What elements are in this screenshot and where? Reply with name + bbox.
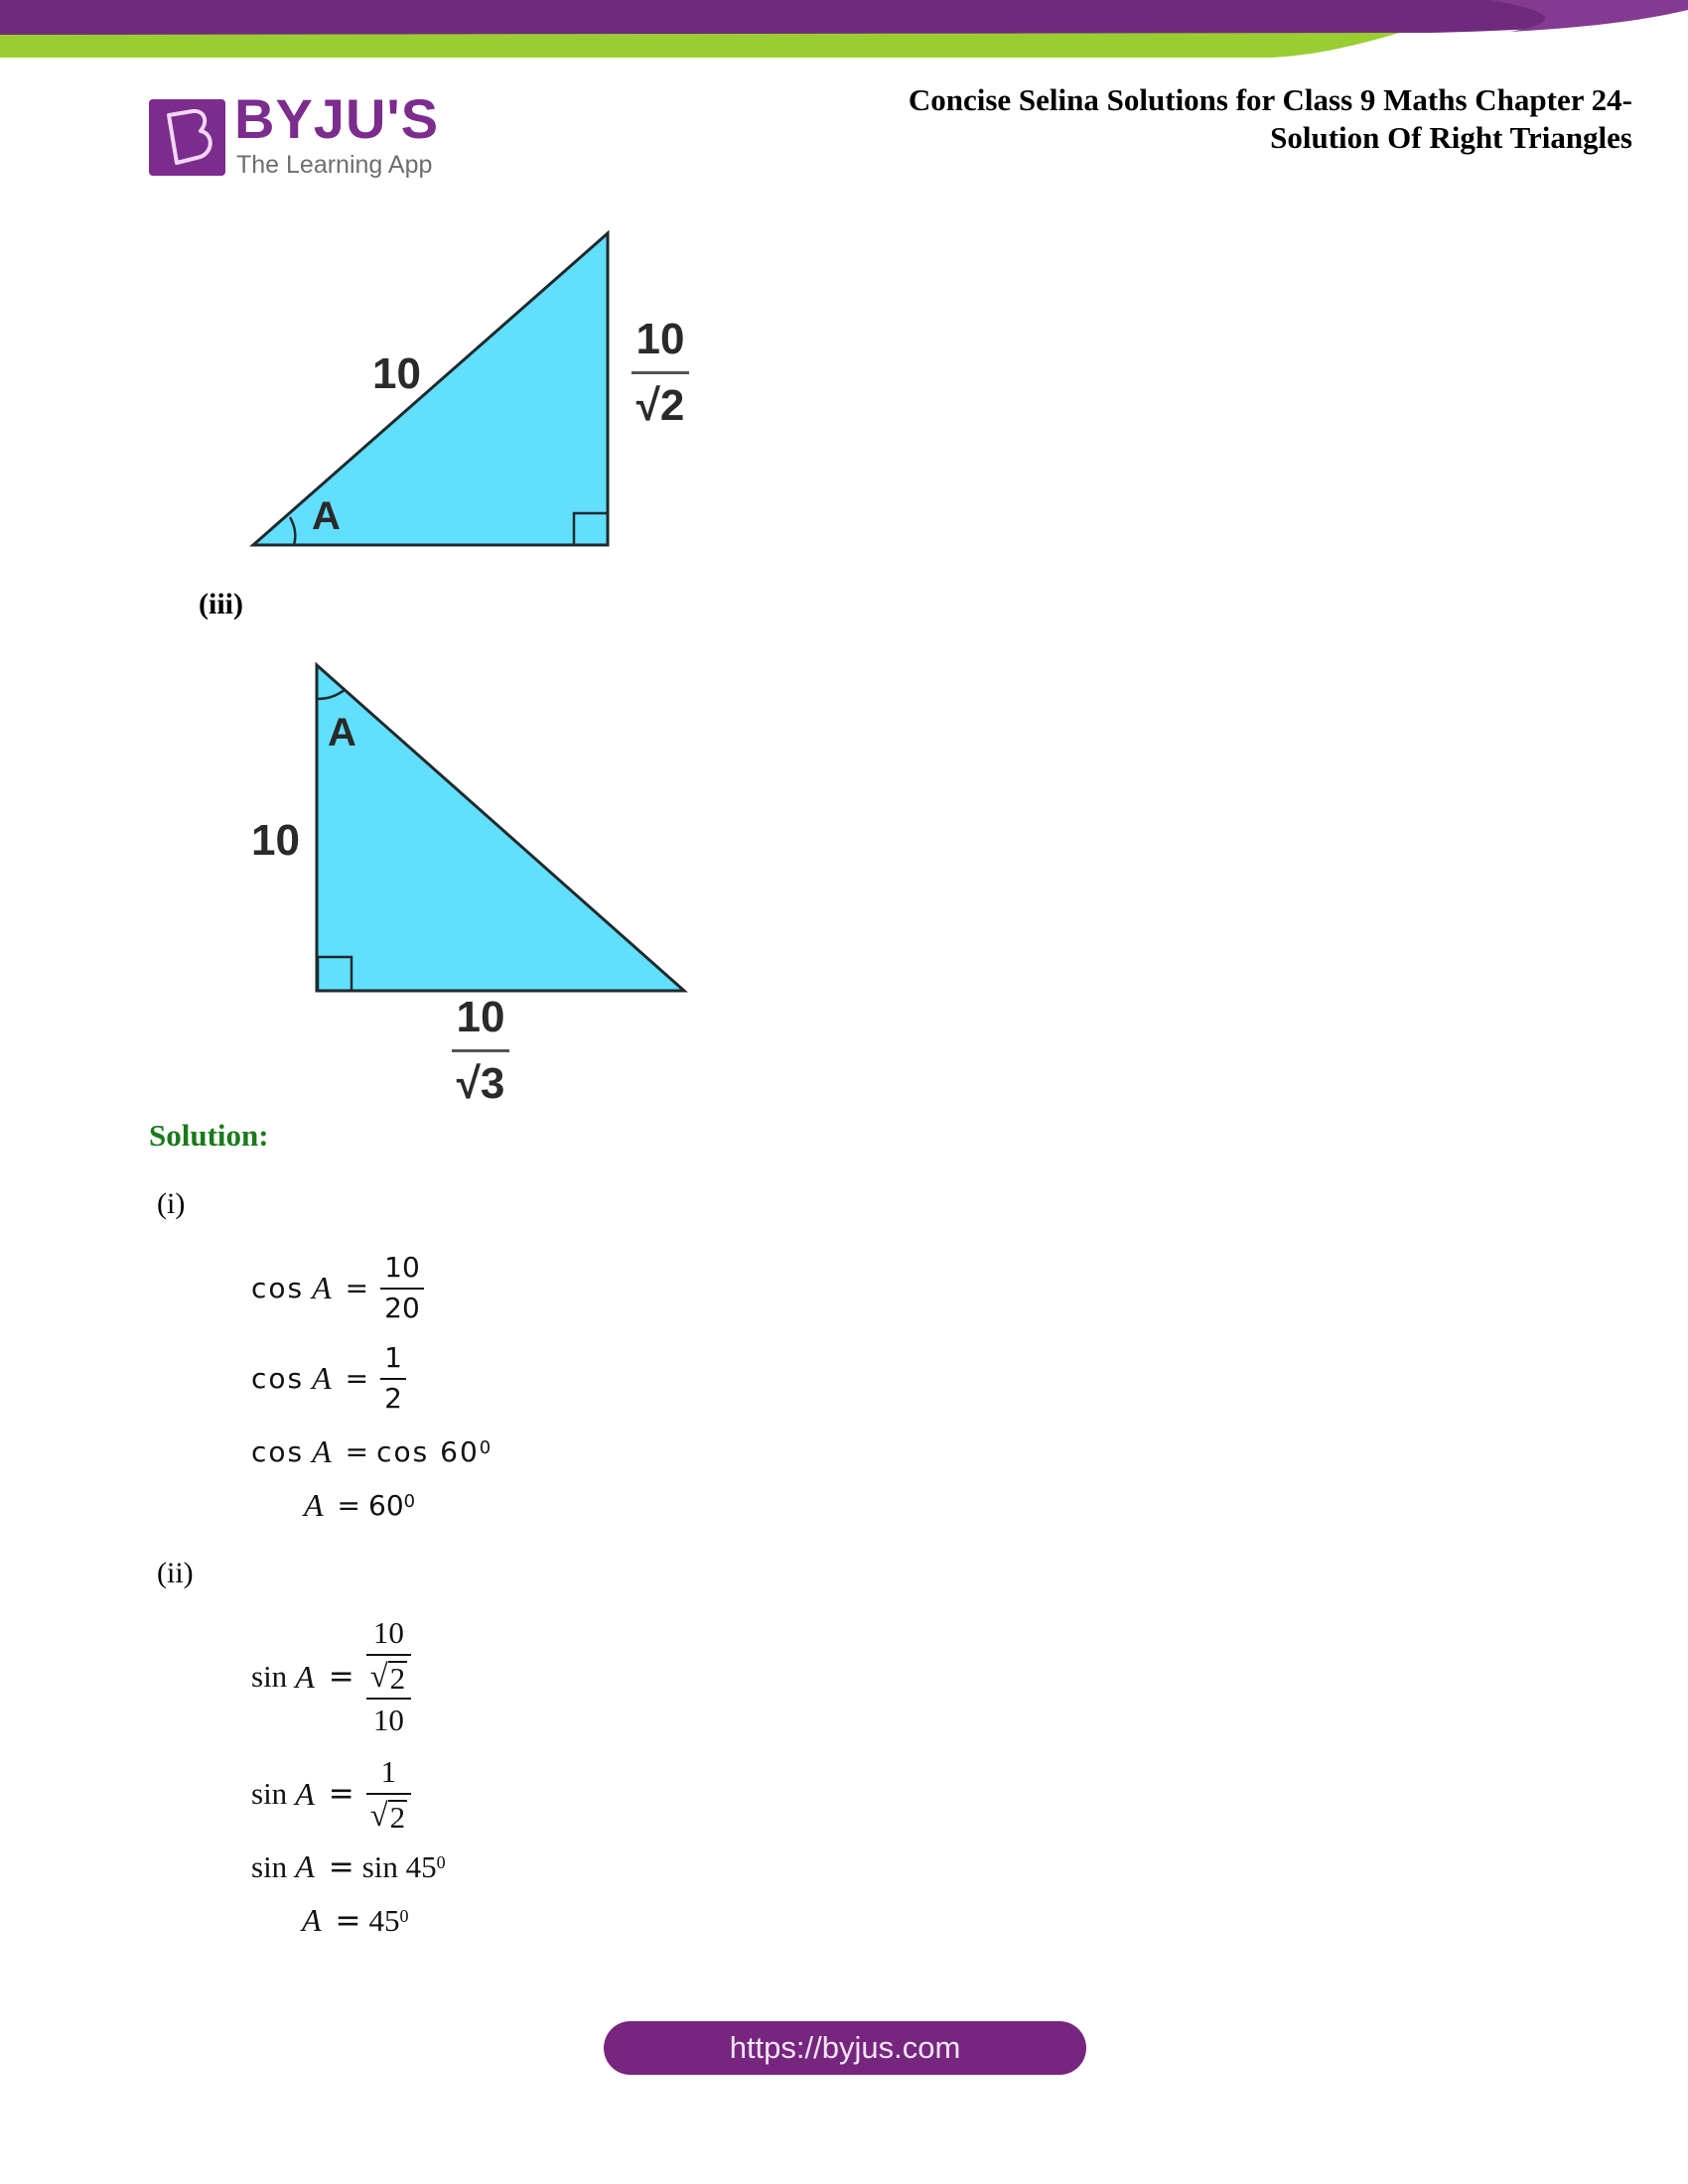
- equals-sign: =: [328, 1776, 354, 1813]
- equation-i-step-2: [251, 1343, 406, 1415]
- inner-denominator: [366, 1660, 411, 1694]
- brand-tagline: The Learning App: [236, 151, 433, 179]
- triangle-figure-ii: [238, 223, 715, 561]
- equals-sign: =: [337, 1489, 361, 1522]
- variable: A: [295, 1848, 315, 1884]
- denominator: 20: [384, 1291, 420, 1324]
- equals-sign: =: [345, 1435, 369, 1468]
- equation-ii-step-2: [251, 1755, 411, 1833]
- triangle-figure-iii: [238, 655, 715, 1112]
- rhs-value: 60: [368, 1489, 404, 1522]
- byjus-b-logo-icon: [149, 99, 225, 176]
- variable: A: [304, 1487, 324, 1523]
- trig-function: cos: [251, 1362, 305, 1396]
- sqrt-icon: √: [369, 1798, 388, 1835]
- equation-i-step-1: [251, 1253, 424, 1324]
- equals-sign: =: [328, 1848, 354, 1885]
- equals-sign: =: [335, 1902, 361, 1939]
- numerator: 1: [380, 1754, 397, 1789]
- right-triangle-iii-diagram: [238, 655, 715, 1013]
- fraction-bar: [366, 1654, 411, 1656]
- hypotenuse-label: 10: [372, 349, 421, 398]
- square-root: [370, 1800, 407, 1833]
- byjus-logo: [149, 87, 440, 179]
- denominator: 2: [384, 1381, 402, 1415]
- rhs-value: 45: [368, 1902, 400, 1938]
- degree-superscript: 0: [399, 1906, 409, 1926]
- variable: A: [312, 1433, 332, 1469]
- equals-sign: =: [328, 1659, 354, 1696]
- opposite-denominator: √2: [635, 381, 685, 430]
- opposite-side-label: [631, 315, 690, 430]
- angle-a-label: A: [328, 711, 356, 754]
- variable: A: [312, 1270, 332, 1306]
- inner-numerator: 10: [372, 1615, 404, 1650]
- main-fraction-bar: [366, 1698, 411, 1700]
- purple-wave: [0, 0, 1688, 35]
- trig-function: cos: [251, 1272, 305, 1305]
- solution-heading: Solution:: [149, 1118, 269, 1153]
- opposite-denominator: √3: [456, 1059, 505, 1108]
- fraction-bar: [380, 1288, 424, 1290]
- equation-i-step-4: [296, 1487, 415, 1524]
- equals-sign: =: [345, 1272, 369, 1305]
- radicand: 2: [389, 1660, 406, 1696]
- fraction: [380, 1253, 424, 1324]
- opposite-numerator: 10: [635, 315, 685, 363]
- top-wave-banner: [0, 0, 1688, 69]
- rhs-expression: sin 45: [361, 1848, 437, 1884]
- equation-ii-step-1: [251, 1616, 411, 1737]
- equation-ii-step-4: [294, 1902, 409, 1939]
- variable: A: [295, 1658, 315, 1695]
- degree-superscript: 0: [436, 1852, 446, 1872]
- title-line-1: Concise Selina Solutions for Class 9 Maths Chapter 24-: [908, 82, 1632, 117]
- fraction: [366, 1755, 411, 1833]
- denominator: [366, 1799, 411, 1833]
- sqrt-icon: √: [369, 1659, 388, 1696]
- denominator: 10: [372, 1703, 404, 1738]
- fraction-bar: [380, 1378, 406, 1380]
- equation-ii-step-3: [251, 1848, 446, 1885]
- fraction: [380, 1343, 406, 1415]
- solution-part-label-i: (i): [157, 1187, 186, 1220]
- solution-part-label-ii: (ii): [157, 1557, 194, 1589]
- brand-name: BYJU'S: [234, 87, 440, 150]
- trig-function: sin: [251, 1776, 288, 1812]
- opposite-numerator: 10: [456, 993, 505, 1041]
- radicand: 2: [389, 1799, 406, 1835]
- opposite-side-label: [449, 993, 512, 1108]
- equation-i-step-3: [251, 1433, 491, 1470]
- inner-fraction: [366, 1616, 411, 1694]
- part-label-iii: (iii): [199, 588, 243, 620]
- angle-a-label: A: [312, 494, 341, 538]
- equals-sign: =: [345, 1362, 369, 1396]
- degree-superscript: 0: [479, 1437, 492, 1458]
- numerator: 10: [384, 1251, 420, 1284]
- title-line-2: Solution Of Right Triangles: [1270, 120, 1632, 155]
- document-title: [909, 81, 1632, 157]
- trig-function: sin: [251, 1848, 288, 1884]
- numerator: 1: [384, 1341, 402, 1374]
- square-root: [370, 1661, 407, 1694]
- degree-superscript: 0: [403, 1491, 416, 1512]
- trig-function: sin: [251, 1659, 288, 1695]
- variable: A: [312, 1360, 332, 1397]
- compound-fraction: [366, 1616, 411, 1737]
- fraction-bar: [366, 1793, 411, 1795]
- trig-function: cos: [251, 1435, 305, 1468]
- variable: A: [302, 1902, 322, 1938]
- variable: A: [295, 1775, 315, 1812]
- rhs-expression: cos 60: [376, 1435, 480, 1468]
- byjus-url-link[interactable]: https://byjus.com: [604, 2021, 1086, 2075]
- adjacent-side-label: 10: [251, 816, 300, 865]
